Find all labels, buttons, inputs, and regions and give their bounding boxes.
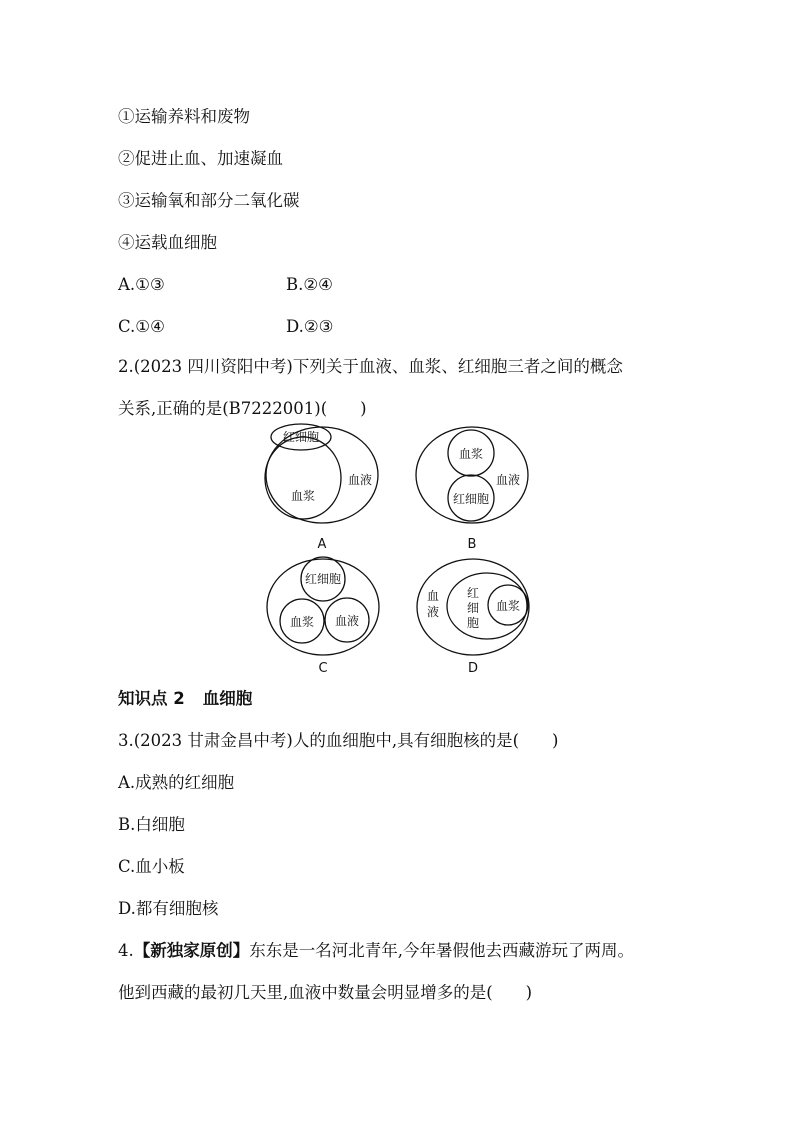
diagram-c-caption: C (318, 661, 328, 676)
q3-stem: 3.(2023 甘肃金昌中考)人的血细胞中,具有细胞核的是( ) (118, 731, 559, 750)
q4-text-1: 东东是一名河北青年,今年暑假他去西藏游玩了两周。 (249, 941, 634, 960)
diagram-a-plasma-label: 血浆 (290, 489, 316, 503)
diagram-b-caption: B (467, 537, 477, 552)
q3-option-b[interactable]: B.白细胞 (118, 815, 185, 834)
q3-option-a[interactable]: A.成熟的红细胞 (118, 773, 235, 792)
q1-option-d[interactable]: D.②③ (286, 317, 334, 336)
q1-option-c[interactable]: C.①④ (118, 317, 165, 336)
diagram-d-blood-label-2: 液 (426, 605, 440, 619)
q1-item-2: ②促进止血、加速凝血 (118, 149, 283, 168)
diagram-c-plasma-label: 血浆 (289, 615, 315, 629)
diagram-c-rbc-label: 红细胞 (304, 572, 342, 586)
section-heading (118, 688, 252, 710)
diagram-a-caption: A (317, 537, 327, 552)
diagram-d-caption: D (467, 661, 479, 676)
q3-option-d[interactable]: D.都有细胞核 (118, 899, 219, 918)
q4-stem-line-1 (118, 940, 634, 962)
diagram-a-blood-label: 血液 (347, 473, 373, 487)
diagram-b-plasma-label: 血浆 (458, 447, 484, 461)
q1-item-3: ③运输氧和部分二氧化碳 (118, 191, 300, 210)
q1-item-4: ④运载血细胞 (118, 233, 217, 252)
q4-number: 4. (118, 941, 134, 960)
q4-tag: 【新独家原创】 (133, 941, 250, 960)
diagram-d-rbc-label-3: 胞 (466, 616, 480, 630)
q2-stem-line-2: 关系,正确的是(B7222001)( ) (118, 399, 367, 418)
q4-stem-line-2: 他到西藏的最初几天里,血液中数量会明显增多的是( ) (118, 983, 533, 1002)
diagram-b-blood-label: 血液 (495, 473, 521, 487)
diagram-d-blood-label-1: 血 (426, 589, 440, 603)
q1-option-b[interactable]: B.②④ (286, 275, 333, 294)
diagram-c-blood-label: 血液 (334, 614, 360, 628)
q1-option-a[interactable]: A.①③ (118, 275, 165, 294)
section-title: 血细胞 (202, 689, 253, 708)
q1-item-1: ①运输养料和废物 (118, 107, 250, 126)
diagram-b-rbc-label: 红细胞 (452, 492, 490, 506)
section-number: 知识点 2 (118, 689, 185, 708)
diagram-d-rbc-label-1: 红 (466, 586, 480, 600)
diagram-d-rbc-label-2: 细 (466, 601, 480, 615)
q2-stem-line-1: 2.(2023 四川资阳中考)下列关于血液、血浆、红细胞三者之间的概念 (118, 357, 623, 376)
diagram-a-plasma-circle (265, 437, 341, 519)
q3-option-c[interactable]: C.血小板 (118, 857, 185, 876)
diagram-d-plasma-label: 血浆 (495, 599, 521, 613)
diagram-a-rbc-label: 红细胞 (282, 430, 320, 444)
